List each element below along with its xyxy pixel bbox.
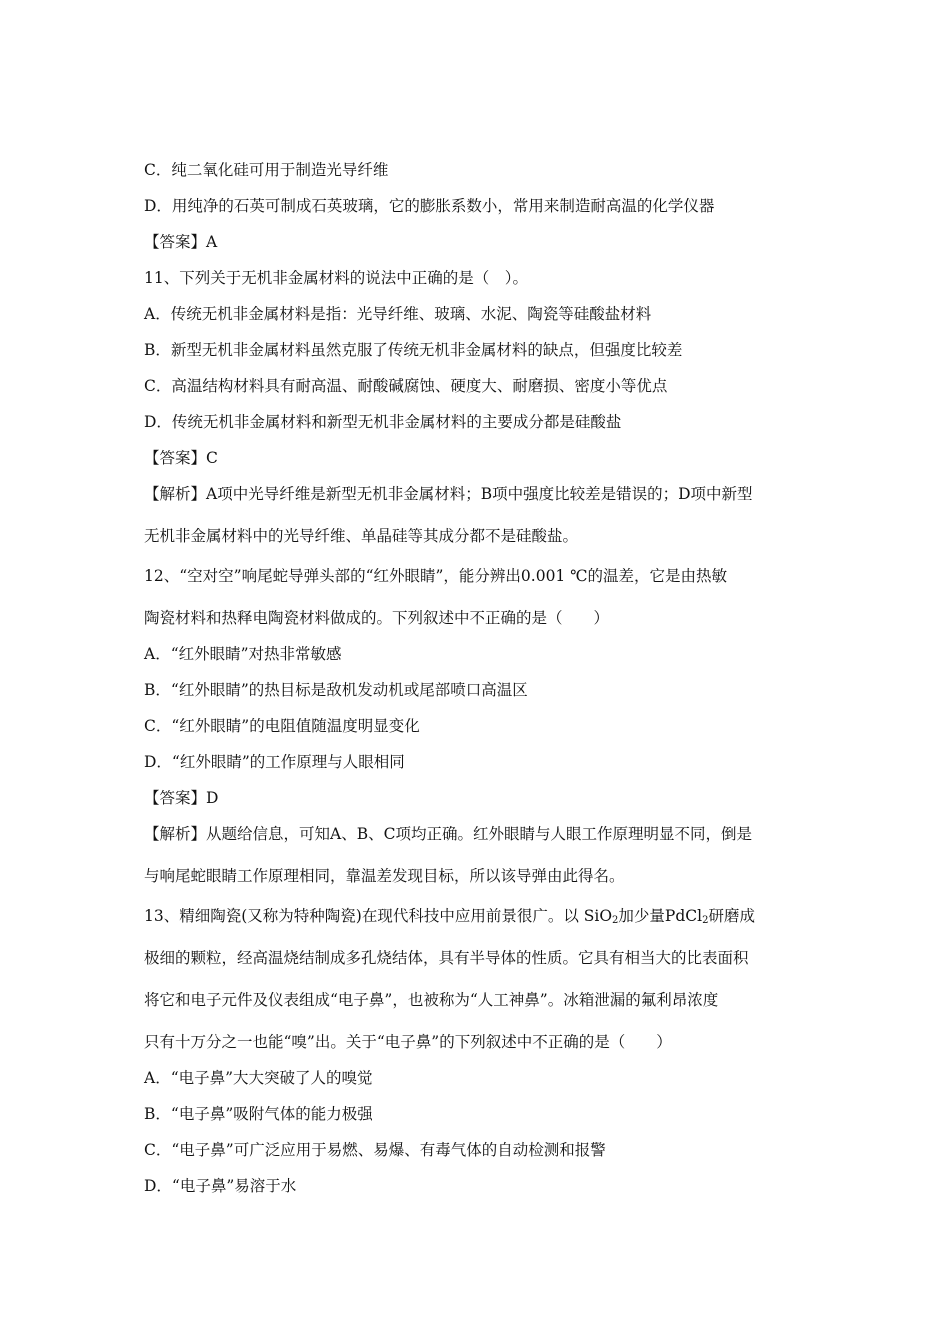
q11-option-b: B．新型无机非金属材料虽然克服了传统无机非金属材料的缺点，但强度比较差 xyxy=(144,341,683,359)
q13-subscript-2: 2 xyxy=(702,915,709,926)
q13-stem-line3: 将它和电子元件及仪表组成“电子鼻”，也被称为“人工神鼻”。冰箱泄漏的氟利昂浓度 xyxy=(144,991,719,1009)
q11-option-d: D．传统无机非金属材料和新型无机非金属材料的主要成分都是硅酸盐 xyxy=(144,413,622,431)
q13-option-d: D．“电子鼻”易溶于水 xyxy=(144,1177,297,1195)
q13-stem-line1-part-a: 13、精细陶瓷(又称为特种陶瓷)在现代科技中应用前景很广。以 SiO xyxy=(144,907,613,925)
q13-stem-line4: 只有十万分之一也能“嗅”出。关于“电子鼻”的下列叙述中不正确的是（ ） xyxy=(144,1033,672,1051)
q11-analysis-line1: 【解析】A项中光导纤维是新型无机非金属材料；B项中强度比较差是错误的；D项中新型 xyxy=(144,485,753,503)
q13-stem-line1-part-c: 研磨成 xyxy=(708,907,755,925)
q13-option-b: B．“电子鼻”吸附气体的能力极强 xyxy=(144,1105,373,1123)
q10-option-d: D．用纯净的石英可制成石英玻璃，它的膨胀系数小，常用来制造耐高温的化学仪器 xyxy=(144,197,715,215)
q13-stem-line1 xyxy=(144,906,814,926)
q11-answer: 【答案】C xyxy=(144,449,218,467)
q11-option-c: C．高温结构材料具有耐高温、耐酸碱腐蚀、硬度大、耐磨损、密度小等优点 xyxy=(144,377,668,395)
q12-option-a: A．“红外眼睛”对热非常敏感 xyxy=(144,645,342,663)
q12-option-d: D．“红外眼睛”的工作原理与人眼相同 xyxy=(144,753,405,771)
q10-option-c: C．纯二氧化硅可用于制造光导纤维 xyxy=(144,161,389,179)
q10-answer: 【答案】A xyxy=(144,233,218,251)
q13-subscript-1: 2 xyxy=(612,915,619,926)
q13-stem-line2: 极细的颗粒，经高温烧结制成多孔烧结体，具有半导体的性质。它具有相当大的比表面积 xyxy=(144,949,749,967)
q12-option-c: C．“红外眼睛”的电阻值随温度明显变化 xyxy=(144,717,420,735)
q12-option-b: B．“红外眼睛”的热目标是敌机发动机或尾部喷口高温区 xyxy=(144,681,528,699)
q13-stem-line1-part-b: 加少量PdCl xyxy=(618,907,703,925)
q12-stem-line2: 陶瓷材料和热释电陶瓷材料做成的。下列叙述中不正确的是（ ） xyxy=(144,609,610,627)
q11-option-a: A．传统无机非金属材料是指：光导纤维、玻璃、水泥、陶瓷等硅酸盐材料 xyxy=(144,305,652,323)
q12-answer: 【答案】D xyxy=(144,789,219,807)
q12-stem-line1: 12、“空对空”响尾蛇导弹头部的“红外眼睛”，能分辨出0.001 ℃的温差，它是由热敏 xyxy=(144,567,728,585)
q12-analysis-line2: 与响尾蛇眼睛工作原理相同，靠温差发现目标，所以该导弹由此得名。 xyxy=(144,867,625,885)
q11-stem: 11、下列关于无机非金属材料的说法中正确的是（ ）。 xyxy=(144,269,528,287)
q12-analysis-line1: 【解析】从题给信息，可知A、B、C项均正确。红外眼睛与人眼工作原理明显不同，倒是 xyxy=(144,825,752,843)
q11-analysis-line2: 无机非金属材料中的光导纤维、单晶硅等其成分都不是硅酸盐。 xyxy=(144,527,579,545)
q13-option-a: A．“电子鼻”大大突破了人的嗅觉 xyxy=(144,1069,373,1087)
document-content xyxy=(144,160,814,1196)
q13-option-c: C．“电子鼻”可广泛应用于易燃、易爆、有毒气体的自动检测和报警 xyxy=(144,1141,606,1159)
